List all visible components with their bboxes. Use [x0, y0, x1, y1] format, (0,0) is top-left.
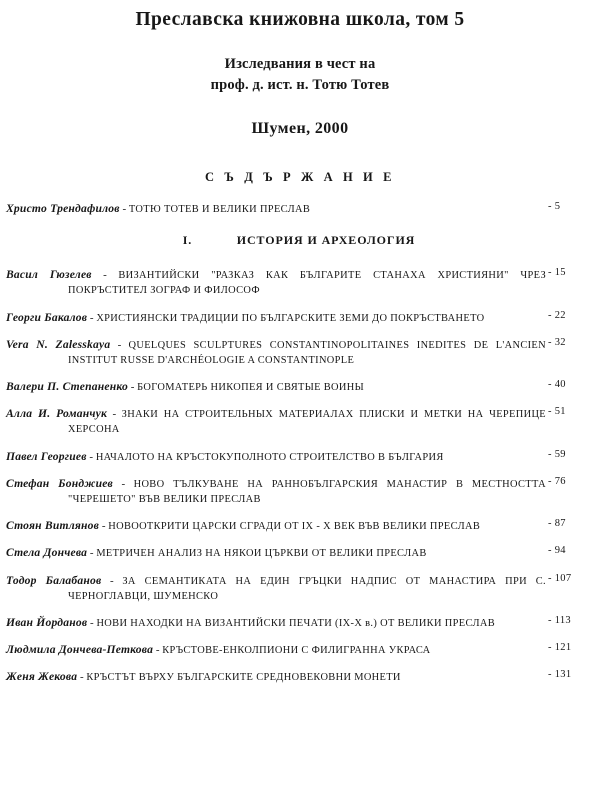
toc-entry-title: КРЪСТОВЕ-ЕНКОЛПИОНИ С ФИЛИГРАННА УКРАСА	[162, 645, 431, 657]
toc-entry-body	[6, 615, 546, 631]
toc-entry-page-number: - 121	[548, 642, 572, 654]
toc-entry-title: ЗНАКИ НА СТРОИТЕЛЬНЫХ МАТЕРИАЛАХ ПЛИСКИ И МЕТКИ НА ЧЕРЕПИЦЕ ХЕРСОНА	[68, 409, 547, 436]
toc-entry-body	[6, 545, 546, 561]
toc-entry-body	[6, 310, 546, 326]
toc-entry-separator: -	[121, 477, 126, 490]
toc-entry-separator: -	[79, 671, 84, 684]
title-block	[0, 0, 600, 138]
toc-entry-separator: -	[155, 644, 160, 657]
page-title: Преславска книжовна школа, том 5	[135, 9, 465, 30]
toc-entry-separator: -	[130, 381, 135, 394]
toc-entry[interactable]	[6, 518, 592, 534]
toc-entry-separator: -	[101, 520, 106, 533]
toc-entry-separator: -	[110, 574, 114, 587]
table-of-contents	[0, 201, 600, 686]
toc-entry-page-number: - 76	[548, 475, 566, 487]
toc-entry-page-number: - 32	[548, 336, 566, 348]
toc-entry[interactable]	[6, 669, 592, 685]
toc-entry-body	[6, 642, 546, 658]
toc-entry[interactable]	[6, 573, 592, 604]
subtitle-block	[0, 54, 600, 95]
toc-entry[interactable]	[6, 201, 592, 217]
place-and-year: Шумен, 2000	[251, 119, 349, 137]
toc-entry-separator: -	[89, 547, 94, 560]
toc-entry-author: Павел Георгиев	[6, 449, 87, 463]
section-heading	[6, 233, 592, 248]
toc-entry-page-number: - 22	[548, 309, 566, 321]
section-heading-numeral: I.	[182, 233, 193, 248]
toc-entry-body	[6, 476, 546, 507]
toc-entry-title: ХРИСТИЯНСКИ ТРАДИЦИИ ПО БЪЛГАРСКИТЕ ЗЕМИ ДО ПОКРЪСТВАНЕТО	[96, 312, 485, 324]
toc-entry-page-number: - 15	[548, 267, 566, 279]
toc-entry[interactable]	[6, 545, 592, 561]
toc-entry-title: КРЪСТЪТ ВЪРХУ БЪЛГАРСКИТЕ СРЕДНОВЕКОВНИ МОНЕТИ	[86, 672, 401, 684]
toc-entry-separator: -	[103, 269, 107, 282]
toc-entry-body	[6, 518, 546, 534]
toc-entry-body	[6, 267, 546, 298]
subtitle-line-2: проф. д. ист. н. Тотю Тотев	[210, 77, 390, 93]
toc-entry-body	[6, 669, 546, 685]
toc-entry-separator: -	[117, 338, 122, 351]
toc-entry-separator: -	[122, 202, 127, 215]
toc-entry-author: Алла И. Романчук	[6, 407, 108, 421]
toc-entry[interactable]	[6, 615, 592, 631]
toc-entry-title: НОВИ НАХОДКИ НА ВИЗАНТИЙСКИ ПЕЧАТИ (IX-X в.) ОТ ВЕЛИКИ ПРЕСЛАВ	[96, 617, 495, 629]
toc-entry-page-number: - 107	[548, 572, 572, 584]
toc-entry-author: Vera N. Zalesskaya	[6, 337, 111, 351]
toc-entry-author: Женя Жекова	[6, 670, 78, 684]
toc-entry-author: Тодор Балабанов	[6, 573, 102, 587]
toc-entry-author: Стефан Бонджиев	[6, 476, 113, 490]
toc-entry-page-number: - 5	[548, 200, 561, 212]
toc-entry[interactable]	[6, 406, 592, 437]
toc-entry-body	[6, 573, 546, 604]
toc-entry-body	[6, 449, 546, 465]
toc-entry-author: Стела Дончева	[6, 546, 88, 560]
toc-entry[interactable]	[6, 310, 592, 326]
toc-entry-body	[6, 406, 546, 437]
toc-entry-title: НОВООТКРИТИ ЦАРСКИ СГРАДИ ОТ IX - X ВЕК ВЪВ ВЕЛИКИ ПРЕСЛАВ	[108, 521, 481, 533]
toc-entry-title: ВИЗАНТИЙСКИ "РАЗКАЗ КАК БЪЛГАРИТЕ СТАНАХА ХРИСТИЯНИ" ЧРЕЗ ПОКРЪСТИТЕЛ ЗОГРАФ И ФИЛОСОФ	[68, 270, 546, 297]
toc-entry-title: ТОТЮ ТОТЕВ И ВЕЛИКИ ПРЕСЛАВ	[128, 203, 311, 215]
toc-entry-author: Людмила Дончева-Петкова	[6, 643, 154, 657]
toc-entry-author: Васил Гюзелев	[6, 268, 92, 282]
toc-entry[interactable]	[6, 476, 592, 507]
contents-heading: С Ъ Д Ъ Р Ж А Н И Е	[204, 169, 396, 184]
toc-entry-title: НОВО ТЪЛКУВАНЕ НА РАННОБЪЛГАРСКИЯ МАНАСТИР В МЕСТНОСТТА "ЧЕРЕШЕТО" ВЪВ ВЕЛИКИ ПРЕСЛАВ	[68, 478, 547, 505]
toc-entry-page-number: - 40	[548, 379, 566, 391]
toc-entry-page-number: - 51	[548, 406, 566, 418]
toc-entry-page-number: - 131	[548, 669, 572, 681]
toc-entry-author: Георги Бакалов	[6, 310, 88, 324]
section-heading-label: ИСТОРИЯ И АРХЕОЛОГИЯ	[236, 233, 416, 248]
toc-entry-separator: -	[90, 616, 94, 629]
toc-entry[interactable]	[6, 449, 592, 465]
toc-entry-page-number: - 94	[548, 545, 566, 557]
toc-entry-title: НАЧАЛОТО НА КРЪСТОКУПОЛНОТО СТРОИТЕЛСТВО В БЪЛГАРИЯ	[95, 451, 444, 463]
toc-entry[interactable]	[6, 337, 592, 368]
toc-entry-author: Валери П. Степаненко	[6, 380, 128, 394]
toc-entry-body	[6, 337, 546, 368]
toc-entry-page-number: - 113	[548, 614, 571, 626]
toc-entry-separator: -	[89, 450, 94, 463]
toc-entry-title: БОГОМАТЕРЬ НИКОПЕЯ И СВЯТЫЕ ВОИНЫ	[137, 382, 365, 394]
toc-entry-separator: -	[89, 311, 94, 324]
toc-entry-page-number: - 87	[548, 518, 566, 530]
toc-entry-author: Иван Йорданов	[6, 615, 88, 629]
toc-entry-author: Христо Трендафилов	[6, 201, 120, 215]
toc-entry-body	[6, 201, 546, 217]
toc-entry[interactable]	[6, 379, 592, 395]
toc-entry-author: Стоян Витлянов	[6, 519, 100, 533]
subtitle-line-1: Изследвания в чест на	[224, 56, 376, 73]
toc-entry-page-number: - 59	[548, 448, 566, 460]
toc-entry-title: ЗА СЕМАНТИКАТА НА ЕДИН ГРЪЦКИ НАДПИС ОТ МАНАСТИРА ПРИ С. ЧЕРНОГЛАВЦИ, ШУМЕНСКО	[68, 575, 547, 602]
toc-entry-separator: -	[112, 408, 117, 421]
toc-entry-title: QUELQUES SCULPTURES CONSTANTINOPOLITAINES INEDITES DE L'ANCIEN INSTITUT RUSSE D'ARCHÉOLOGIE A CONSTANTINOPLE	[68, 339, 546, 366]
toc-entry-body	[6, 379, 546, 395]
toc-entry[interactable]	[6, 642, 592, 658]
toc-entry[interactable]	[6, 267, 592, 298]
toc-entry-title: МЕТРИЧЕН АНАЛИЗ НА НЯКОИ ЦЪРКВИ ОТ ВЕЛИКИ ПРЕСЛАВ	[96, 548, 427, 560]
